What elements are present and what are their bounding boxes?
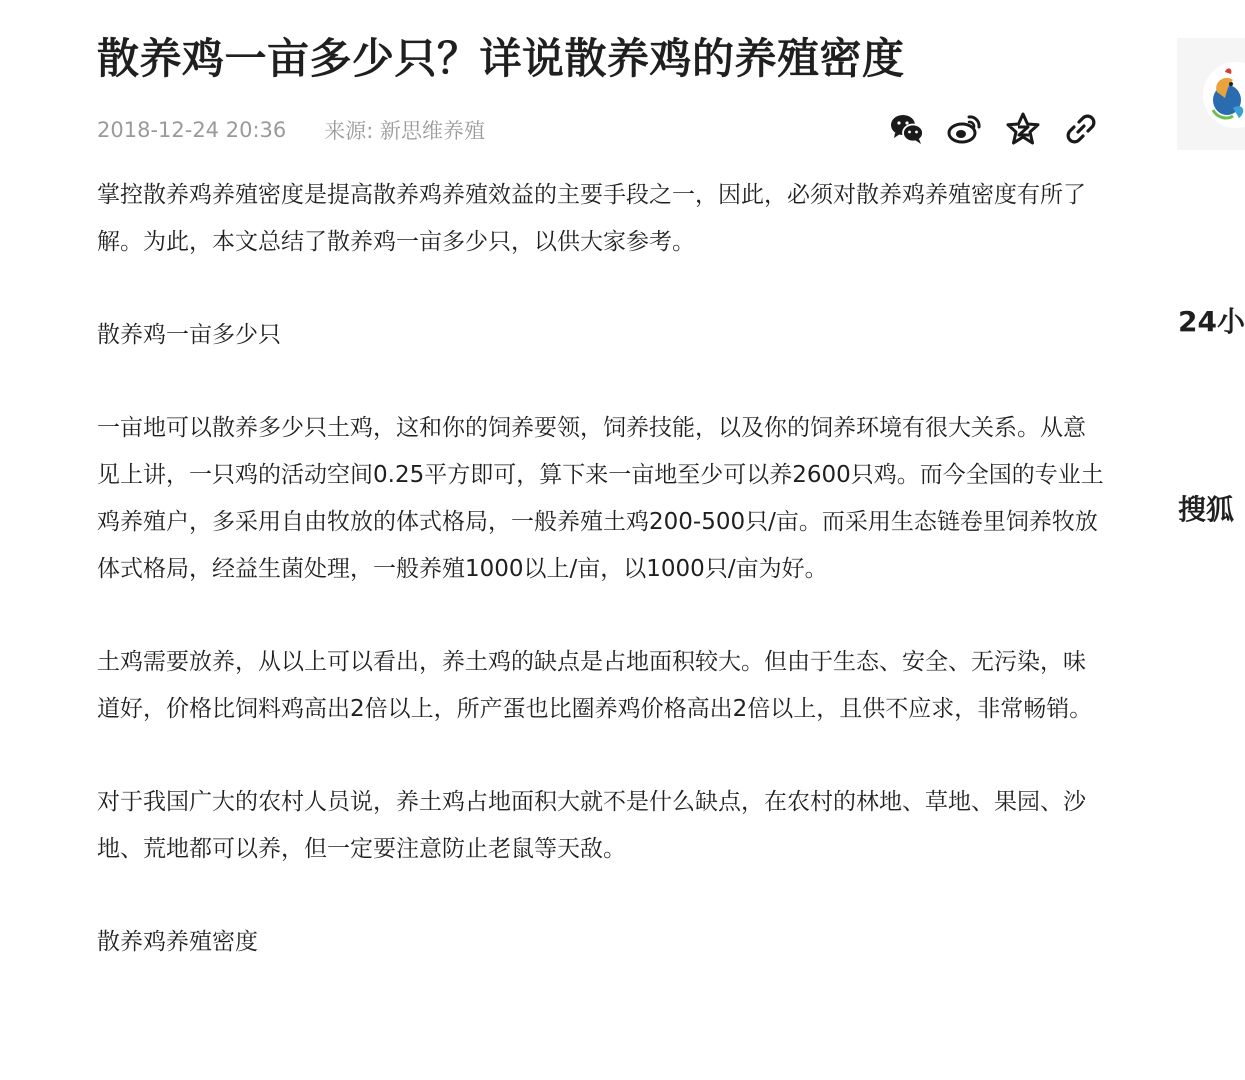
section-heading: 散养鸡一亩多少只 (97, 322, 281, 348)
rooster-icon (1203, 62, 1245, 128)
paragraph: 对于我国广大的农村人员说，养土鸡占地面积大就不是什么缺点，在农村的林地、草地、果园、沙地、荒地都可以养，但一定要注意防止老鼠等天敌。 (97, 789, 1086, 862)
article-source[interactable]: 来源: 新思维养殖 (324, 119, 485, 143)
zone-star-icon[interactable] (1004, 110, 1042, 148)
article-meta (97, 110, 1107, 150)
paragraph: 土鸡需要放养，从以上可以看出，养土鸡的缺点是占地面积较大。但由于生态、安全、无污染，味道好，价格比饲料鸡高出2倍以上，所产蛋也比圈养鸡价格高出2倍以上，且供不应求，非常畅销。 (97, 649, 1093, 722)
author-avatar[interactable] (1203, 62, 1245, 128)
link-icon[interactable] (1062, 110, 1100, 148)
article (97, 28, 1107, 966)
sidebar-heading-24h: 24小 (1178, 305, 1245, 338)
wechat-icon[interactable] (888, 110, 926, 148)
weibo-icon[interactable] (946, 110, 984, 148)
publish-date: 2018-12-24 20:36 (97, 118, 287, 142)
author-card[interactable] (1177, 38, 1245, 150)
sidebar-heading-sohu: 搜狐 (1178, 493, 1235, 526)
paragraph: 掌控散养鸡养殖密度是提高散养鸡养殖效益的主要手段之一，因此，必须对散养鸡养殖密度有所了解。为此，本文总结了散养鸡一亩多少只，以供大家参考。 (97, 182, 1086, 255)
paragraph: 一亩地可以散养多少只土鸡，这和你的饲养要领，饲养技能，以及你的饲养环境有很大关系。从意见上讲，一只鸡的活动空间0.25平方即可，算下来一亩地至少可以养2600只鸡。而今全国的专业土鸡养殖户，多采用自由牧放的体式格局，一般养殖土鸡200-500只/亩。而采用生态链卷里饲养牧放体式格局，经益生菌处理，一般养殖1000以上/亩，以1000只/亩为好。 (97, 415, 1104, 582)
section-heading: 散养鸡养殖密度 (97, 929, 258, 955)
article-body (97, 172, 1105, 966)
share-bar (888, 110, 1100, 148)
article-title: 散养鸡一亩多少只？详说散养鸡的养殖密度 (97, 34, 905, 83)
